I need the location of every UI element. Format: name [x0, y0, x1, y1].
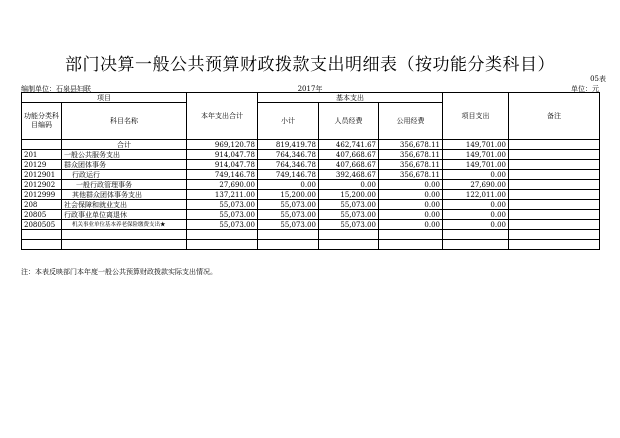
- table-row: [22, 240, 600, 250]
- cell-subtotal: 55,073.00: [258, 220, 319, 230]
- total-label: 合计: [62, 140, 187, 150]
- header-basic: 基本支出: [258, 93, 443, 103]
- cell-code: 20805: [22, 210, 62, 220]
- cell-name: 行政运行: [62, 170, 187, 180]
- cell-project-exp: 122,011.00: [443, 190, 509, 200]
- cell-code: [22, 230, 62, 240]
- total-project-exp: 149,701.00: [443, 140, 509, 150]
- table-row: [22, 160, 600, 170]
- cell-code: 2012902: [22, 180, 62, 190]
- header-project: 项目: [22, 93, 187, 103]
- total-personnel: 462,741.67: [319, 140, 379, 150]
- table-row: [22, 200, 600, 210]
- table-row: [22, 220, 600, 230]
- cell-personnel: [319, 230, 379, 240]
- cell-total: [187, 230, 258, 240]
- header-code: 功能分类科目编码: [22, 103, 62, 140]
- header-personnel: 人员经费: [319, 103, 379, 140]
- header-project-exp: 项目支出: [443, 93, 509, 140]
- cell-project-exp: 0.00: [443, 200, 509, 210]
- cell-project-exp: 27,690.00: [443, 180, 509, 190]
- cell-personnel: 55,073.00: [319, 220, 379, 230]
- cell-personnel: 55,073.00: [319, 200, 379, 210]
- cell-subtotal: 764,346.78: [258, 150, 319, 160]
- cell-code: 2012999: [22, 190, 62, 200]
- header-remark: 备注: [509, 93, 600, 140]
- cell-remark: [509, 230, 600, 240]
- form-code: 05表: [590, 75, 606, 83]
- cell-code: 208: [22, 200, 62, 210]
- cell-code: 201: [22, 150, 62, 160]
- cell-subtotal: 0.00: [258, 180, 319, 190]
- cell-code: [22, 240, 62, 250]
- cell-name: [62, 240, 187, 250]
- cell-name: 行政事业单位离退休: [62, 210, 187, 220]
- cell-project-exp: [443, 240, 509, 250]
- cell-personnel: 392,468.67: [319, 170, 379, 180]
- total-public: 356,678.11: [379, 140, 443, 150]
- table-row: [22, 190, 600, 200]
- report-title: 部门决算一般公共预算财政拨款支出明细表（按功能分类科目）: [65, 55, 555, 75]
- table-row: [22, 230, 600, 240]
- cell-subtotal: 55,073.00: [258, 200, 319, 210]
- cell-total: 55,073.00: [187, 200, 258, 210]
- cell-remark: [509, 220, 600, 230]
- cell-remark: [509, 160, 600, 170]
- cell-subtotal: 15,200.00: [258, 190, 319, 200]
- cell-code: 2080505: [22, 220, 62, 230]
- table-row: [22, 210, 600, 220]
- cell-total: 914,047.78: [187, 150, 258, 160]
- cell-public: 0.00: [379, 210, 443, 220]
- org-label: 编制单位：石泉县妇联: [21, 85, 91, 93]
- cell-personnel: 0.00: [319, 180, 379, 190]
- year-label: 2017年: [297, 85, 323, 93]
- cell-name: 一般公共服务支出: [62, 150, 187, 160]
- total-total: 969,120.78: [187, 140, 258, 150]
- cell-name: 机关事业单位基本养老保险缴费支出★: [62, 220, 187, 230]
- cell-remark: [509, 180, 600, 190]
- footnote: 注：本表反映部门本年度一般公共预算财政拨款实际支出情况。: [21, 268, 217, 276]
- cell-remark: [509, 170, 600, 180]
- cell-name: 一般行政管理事务: [62, 180, 187, 190]
- total-subtotal: 819,419.78: [258, 140, 319, 150]
- unit-label: 单位：元: [571, 85, 599, 93]
- cell-public: 356,678.11: [379, 160, 443, 170]
- cell-name: 社会保障和就业支出: [62, 200, 187, 210]
- total-row: [22, 140, 600, 150]
- cell-code: 20129: [22, 160, 62, 170]
- cell-total: [187, 240, 258, 250]
- cell-subtotal: 749,146.78: [258, 170, 319, 180]
- cell-total: 137,211.00: [187, 190, 258, 200]
- cell-subtotal: [258, 240, 319, 250]
- table-row: [22, 170, 600, 180]
- header-public: 公用经费: [379, 103, 443, 140]
- cell-public: 0.00: [379, 200, 443, 210]
- cell-project-exp: 149,701.00: [443, 160, 509, 170]
- cell-remark: [509, 200, 600, 210]
- header-subtotal: 小计: [258, 103, 319, 140]
- table-row: [22, 150, 600, 160]
- cell-subtotal: [258, 230, 319, 240]
- cell-project-exp: 0.00: [443, 220, 509, 230]
- cell-public: 0.00: [379, 190, 443, 200]
- cell-public: 0.00: [379, 180, 443, 190]
- cell-personnel: 407,668.67: [319, 160, 379, 170]
- header-name: 科目名称: [62, 103, 187, 140]
- cell-name: 其他群众团体事务支出: [62, 190, 187, 200]
- total-remark: [509, 140, 600, 150]
- cell-public: 356,678.11: [379, 170, 443, 180]
- cell-project-exp: 149,701.00: [443, 150, 509, 160]
- cell-total: 749,146.78: [187, 170, 258, 180]
- cell-personnel: 407,668.67: [319, 150, 379, 160]
- cell-personnel: 15,200.00: [319, 190, 379, 200]
- cell-project-exp: 0.00: [443, 170, 509, 180]
- cell-project-exp: 0.00: [443, 210, 509, 220]
- cell-remark: [509, 150, 600, 160]
- cell-remark: [509, 240, 600, 250]
- cell-remark: [509, 190, 600, 200]
- cell-subtotal: 764,346.78: [258, 160, 319, 170]
- expenditure-table: [21, 92, 600, 250]
- cell-public: 0.00: [379, 220, 443, 230]
- cell-public: [379, 240, 443, 250]
- cell-total: 55,073.00: [187, 220, 258, 230]
- cell-public: 356,678.11: [379, 150, 443, 160]
- table-row: [22, 180, 600, 190]
- cell-total: 55,073.00: [187, 210, 258, 220]
- header-total: 本年支出合计: [187, 93, 258, 140]
- cell-name: [62, 230, 187, 240]
- cell-project-exp: [443, 230, 509, 240]
- cell-name: 群众团体事务: [62, 160, 187, 170]
- cell-public: [379, 230, 443, 240]
- total-code: [22, 140, 62, 150]
- cell-total: 27,690.00: [187, 180, 258, 190]
- cell-personnel: 55,073.00: [319, 210, 379, 220]
- cell-code: 2012901: [22, 170, 62, 180]
- cell-personnel: [319, 240, 379, 250]
- cell-subtotal: 55,073.00: [258, 210, 319, 220]
- cell-remark: [509, 210, 600, 220]
- cell-total: 914,047.78: [187, 160, 258, 170]
